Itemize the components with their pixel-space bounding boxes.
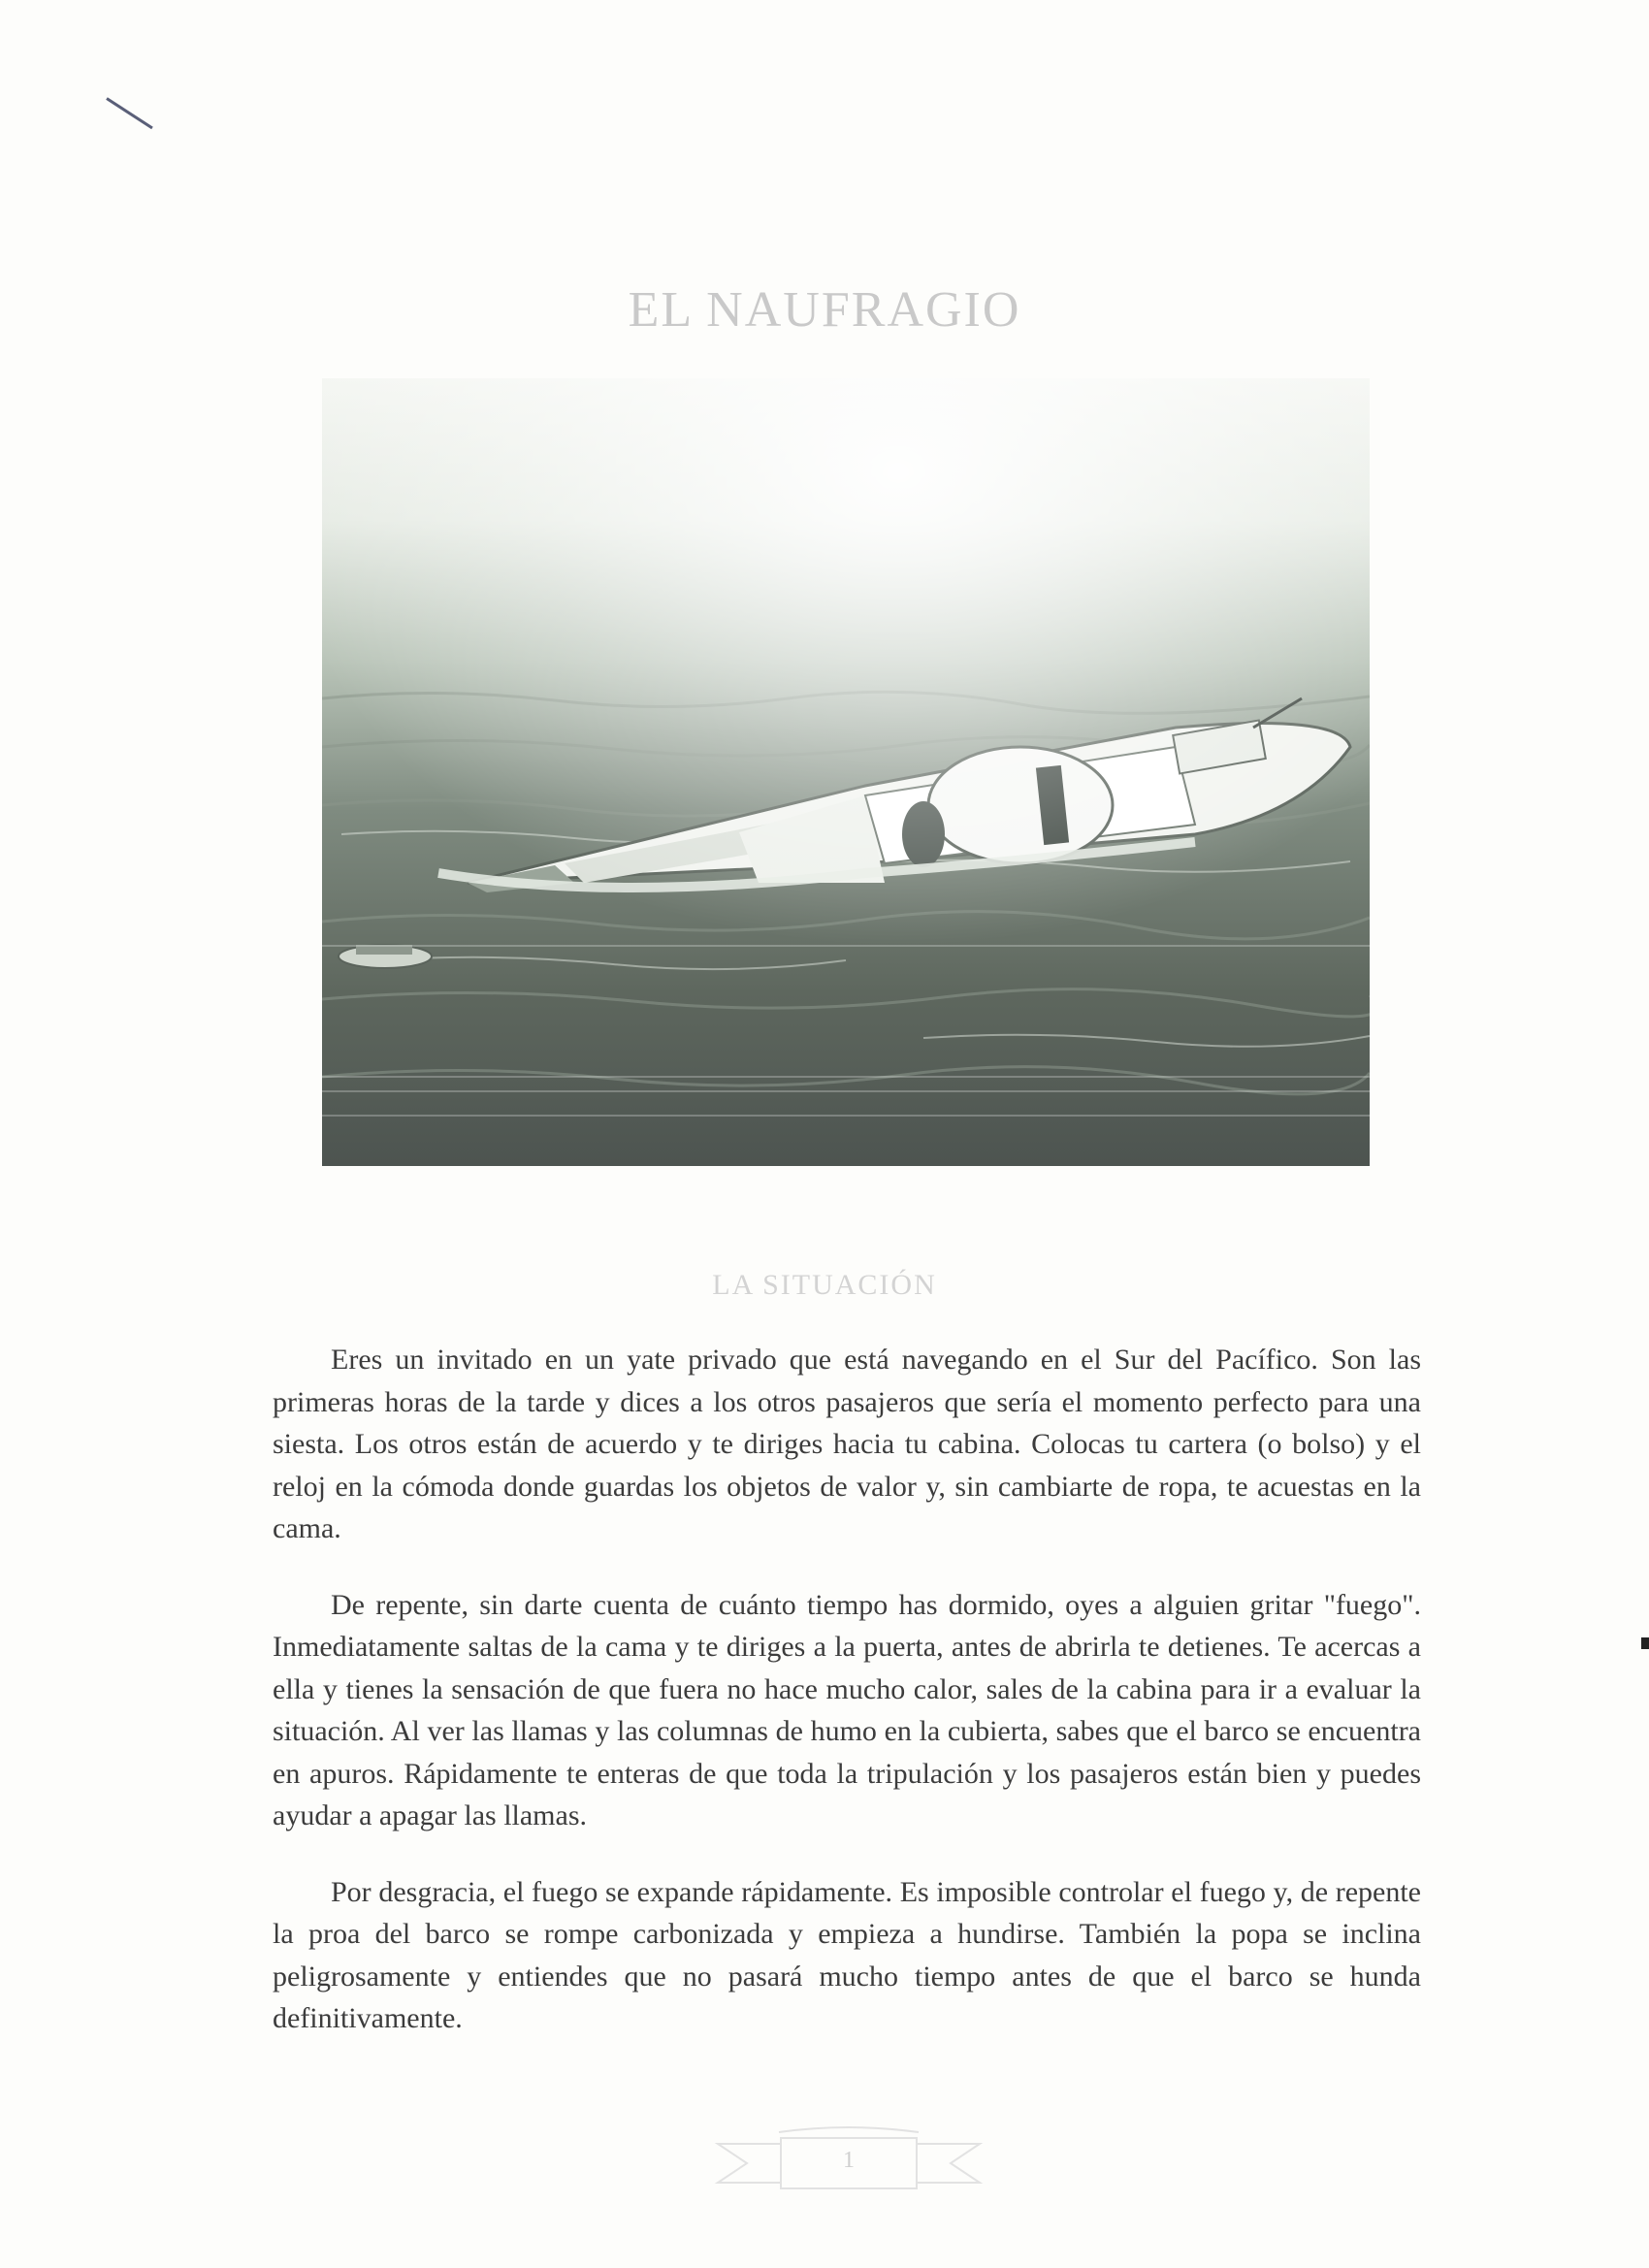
page-number-ribbon [713,2124,985,2202]
paragraph-3: Por desgracia, el fuego se expande rápidamente. Es imposible controlar el fuego y, de repente la proa del barco se rompe carbonizada y empieza a hundirse. También la popa se inclina peligrosamente y entiendes que no pasará mucho tiempo antes de que el barco se hunda definitivamente. [273,1875,1421,2034]
document-title: EL NAUFRAGIO [628,282,1021,338]
body-text [273,1339,1421,2074]
section-heading: LA SITUACIÓN [712,1269,937,1301]
paragraph-1: Eres un invitado en un yate privado que está navegando en el Sur del Pacífico. Son las primeras horas de la tarde y dices a los otros pasajeros que sería el momento perfecto para una siesta. Los otros están de acuerdo y te diriges hacia tu cabina. Colocas tu cartera (o bolso) y el reloj en la cómoda donde guardas los objetos de valor y, sin cambiarte de ropa, te acuestas en la cama. [273,1344,1421,1544]
shipwreck-photo [322,378,1370,1166]
shipwreck-illustration [322,378,1370,1166]
paragraph-2: De repente, sin darte cuenta de cuánto tiempo has dormido, oyes a alguien gritar "fuego". Inmediatamente saltas de la cama y te diriges a la puerta, antes de abrirla te detienes. Te acercas a ella y tienes la sensación de que fuera no hace mucho calor, sales de la cabina para ir a evaluar la situación. Al ver las llamas y las columnas de humo en la cubierta, sabes que el barco se encuentra en apuros. Rápidamente te enteras de que toda la tripulación y los pasajeros están bien y puedes ayudar a apagar las llamas. [273,1588,1421,1831]
scan-pen-mark [106,97,153,129]
scan-edge-mark [1641,1637,1649,1649]
page-number: 1 [843,2148,855,2173]
